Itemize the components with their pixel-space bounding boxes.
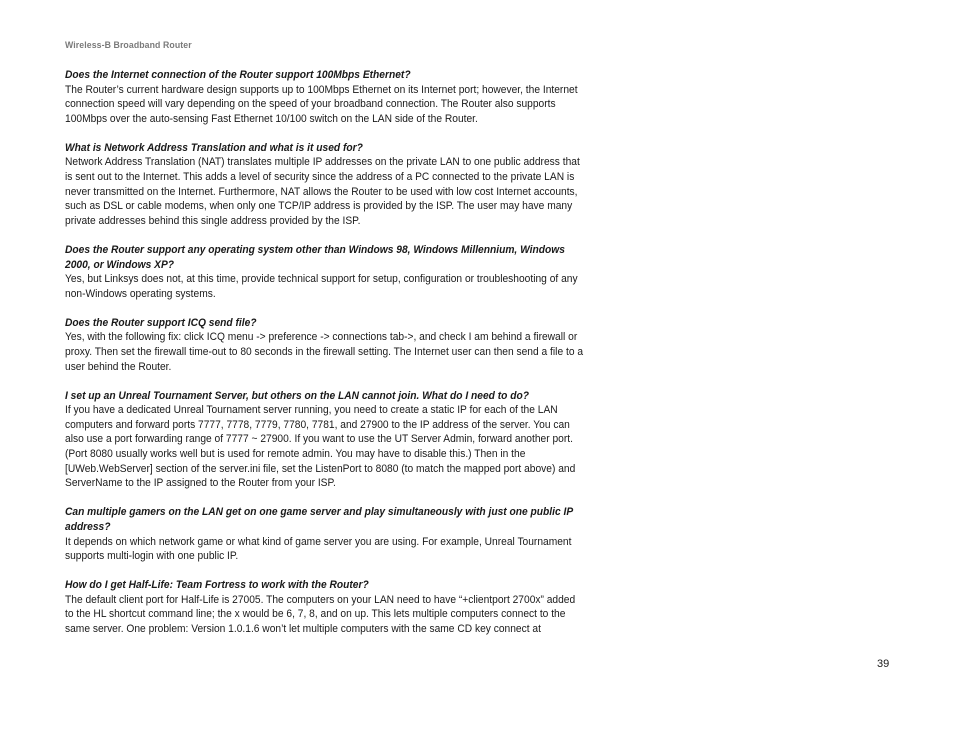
faq-answer: Network Address Translation (NAT) translates multiple IP addresses on the private LAN to one public address that is sent out to the Internet. This adds a level of security since the address of a PC connected to the private LAN is never transmitted on the Internet. Furthermore, NAT allows the Router to be used with low cost Internet accounts, such as DSL or cable modems, when only one TCP/IP address is provided by the ISP. The user may have many private addresses behind this single address provided by the ISP.: [65, 156, 580, 227]
faq-item: [65, 243, 625, 301]
faq-item: [65, 505, 625, 563]
faq-answer: The default client port for Half-Life is 27005. The computers on your LAN need to have “+clientport 2700x” added to the HL shortcut command line; the x would be 6, 7, 8, and on up. This lets multiple computers connect to the same server. One problem: Version 1.0.1.6 won’t let multiple computers with the same CD key connect at: [65, 593, 576, 635]
faq-question: I set up an Unreal Tournament Server, but others on the LAN cannot join. What do I need to do?: [65, 389, 529, 402]
faq-item: [65, 316, 625, 374]
faq-item: [65, 578, 625, 636]
faq-answer: It depends on which network game or what kind of game server you are using. For example, Unreal Tournament supports multi-login with one public IP.: [65, 535, 572, 563]
faq-question: What is Network Address Translation and what is it used for?: [65, 141, 363, 154]
faq-question: Does the Router support ICQ send file?: [65, 316, 257, 329]
page-number: 39: [877, 658, 890, 670]
faq-question: Does the Router support any operating system other than Windows 98, Windows Millennium, Windows 2000, or Windows XP?: [65, 243, 565, 271]
faq-question: How do I get Half-Life: Team Fortress to work with the Router?: [65, 579, 369, 592]
faq-content: [65, 68, 625, 651]
faq-answer: The Router’s current hardware design supports up to 100Mbps Ethernet on its Internet port; however, the Internet connection speed will vary depending on the speed of your broadband connection. The Router also supports 100Mbps over the auto-sensing Fast Ethernet 10/100 switch on the LAN side of the Router.: [65, 83, 578, 125]
faq-answer: Yes, with the following fix: click ICQ menu -> preference -> connections tab->, and check I am behind a firewall or proxy. Then set the firewall time-out to 80 seconds in the firewall setting. The Internet user can then send a file to a user behind the Router.: [65, 331, 584, 373]
faq-item: [65, 141, 625, 229]
faq-item: [65, 389, 625, 491]
faq-question: Does the Internet connection of the Router support 100Mbps Ethernet?: [65, 69, 411, 81]
running-header: Wireless-B Broadband Router: [65, 40, 192, 51]
faq-answer: If you have a dedicated Unreal Tournament server running, you need to create a static IP for each of the LAN computers and forward ports 7777, 7778, 7779, 7780, 7781, and 27900 to the IP address of the server. You can also use a port forwarding range of 7777 ~ 27900. If you want to use the UT Server Admin, forward another port. (Port 8080 usually works well but is used for remote admin. You may have to disable this.) Then in the [UWeb.WebServer] section of the server.ini file, set the ListenPort to 8080 (to match the mapped port above) and ServerName to the IP assigned to the Router from your ISP.: [65, 404, 576, 490]
faq-answer: Yes, but Linksys does not, at this time, provide technical support for setup, configuration or troubleshooting of any non-Windows operating systems.: [65, 273, 578, 300]
faq-item: [65, 68, 625, 126]
faq-question: Can multiple gamers on the LAN get on one game server and play simultaneously with just one public IP address?: [65, 506, 573, 533]
